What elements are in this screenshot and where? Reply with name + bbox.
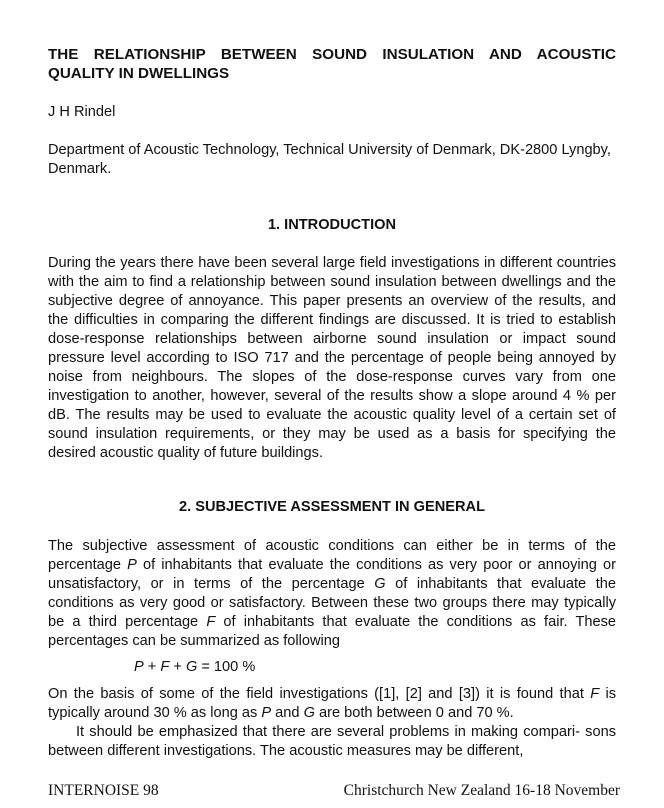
introduction-paragraph: During the years there have been several large field investigations in different countries with the aim to find a relationship between sound insulation between dwellings and the subjective degree of annoyance. This paper presents an overview of the results, and the difficulties in comparing the different findings are discussed. It is tried to establish dose-response relationships between airborne sound insulation or impact sound pressure level according to ISO 717 and the percentage of people being annoyed by noise from neighbours. The slopes of the dose-response curves vary from one investigation to another, however, several of the results show a slope around 4 % per dB. The results may be used to evaluate the acoustic quality level of a certain set of sound insulation requirements, or they may be used as a basis for specifying the desired acoustic quality of future buildings. [48, 255, 616, 461]
text-run: is typically around 30 % as long as [48, 686, 616, 721]
variable-g: G [374, 576, 386, 592]
equation-f: F [160, 659, 170, 675]
equation-plus: + [169, 659, 186, 675]
text-run: are both between 0 and 70 %. [314, 705, 514, 721]
text-run: of inhabitants that evaluate the conditions as very poor or annoying or unsatisfactory, or in terms of the percentage [48, 557, 616, 592]
variable-f: F [206, 614, 216, 630]
paper-title: THE RELATIONSHIP BETWEEN SOUND INSULATION AND ACOUSTIC QUALITY IN DWELLINGS [48, 46, 616, 82]
text-run: On the basis of some of the field investigations ([1], [2] and [3]) it is found that [48, 686, 591, 702]
section-heading-subjective-assessment: 2. SUBJECTIVE ASSESSMENT IN GENERAL [179, 499, 485, 515]
section-heading-introduction: 1. INTRODUCTION [267, 217, 397, 233]
variable-p: P [261, 705, 272, 721]
text-run: of inhabitants that evaluate the conditions as very good or satisfactory. Between these two groups there may typically be a third percentage [48, 576, 616, 630]
text-run: The subjective assessment of acoustic conditions can either be in terms of the percentage [48, 538, 616, 573]
conference-name: INTERNOISE 98 [48, 782, 159, 799]
variable-f: F [590, 686, 600, 702]
author-name: J H Rindel [48, 104, 116, 120]
conference-location-date: Christchurch New Zealand 16-18 November [343, 782, 620, 799]
text-run: and [271, 705, 304, 721]
equation [134, 658, 255, 677]
field-investigations-paragraph [48, 685, 616, 723]
equation-plus: + [143, 659, 161, 675]
equation-p: P [134, 659, 144, 675]
author-affiliation: Department of Acoustic Technology, Technical University of Denmark, DK-2800 Lyngby, Denmark. [48, 142, 611, 177]
text-run: of inhabitants that evaluate the conditions as fair. These percentages can be summarized as following [48, 614, 616, 649]
equation-g: G [185, 659, 198, 675]
variable-g: G [303, 705, 315, 721]
emphasis-paragraph: It should be emphasized that there are several problems in making compari- sons between different investigations. The acoustic measures may be different, [48, 724, 616, 759]
equation-rhs: = 100 % [197, 659, 256, 675]
subjective-assessment-paragraph [48, 537, 616, 651]
variable-p: P [127, 557, 137, 573]
